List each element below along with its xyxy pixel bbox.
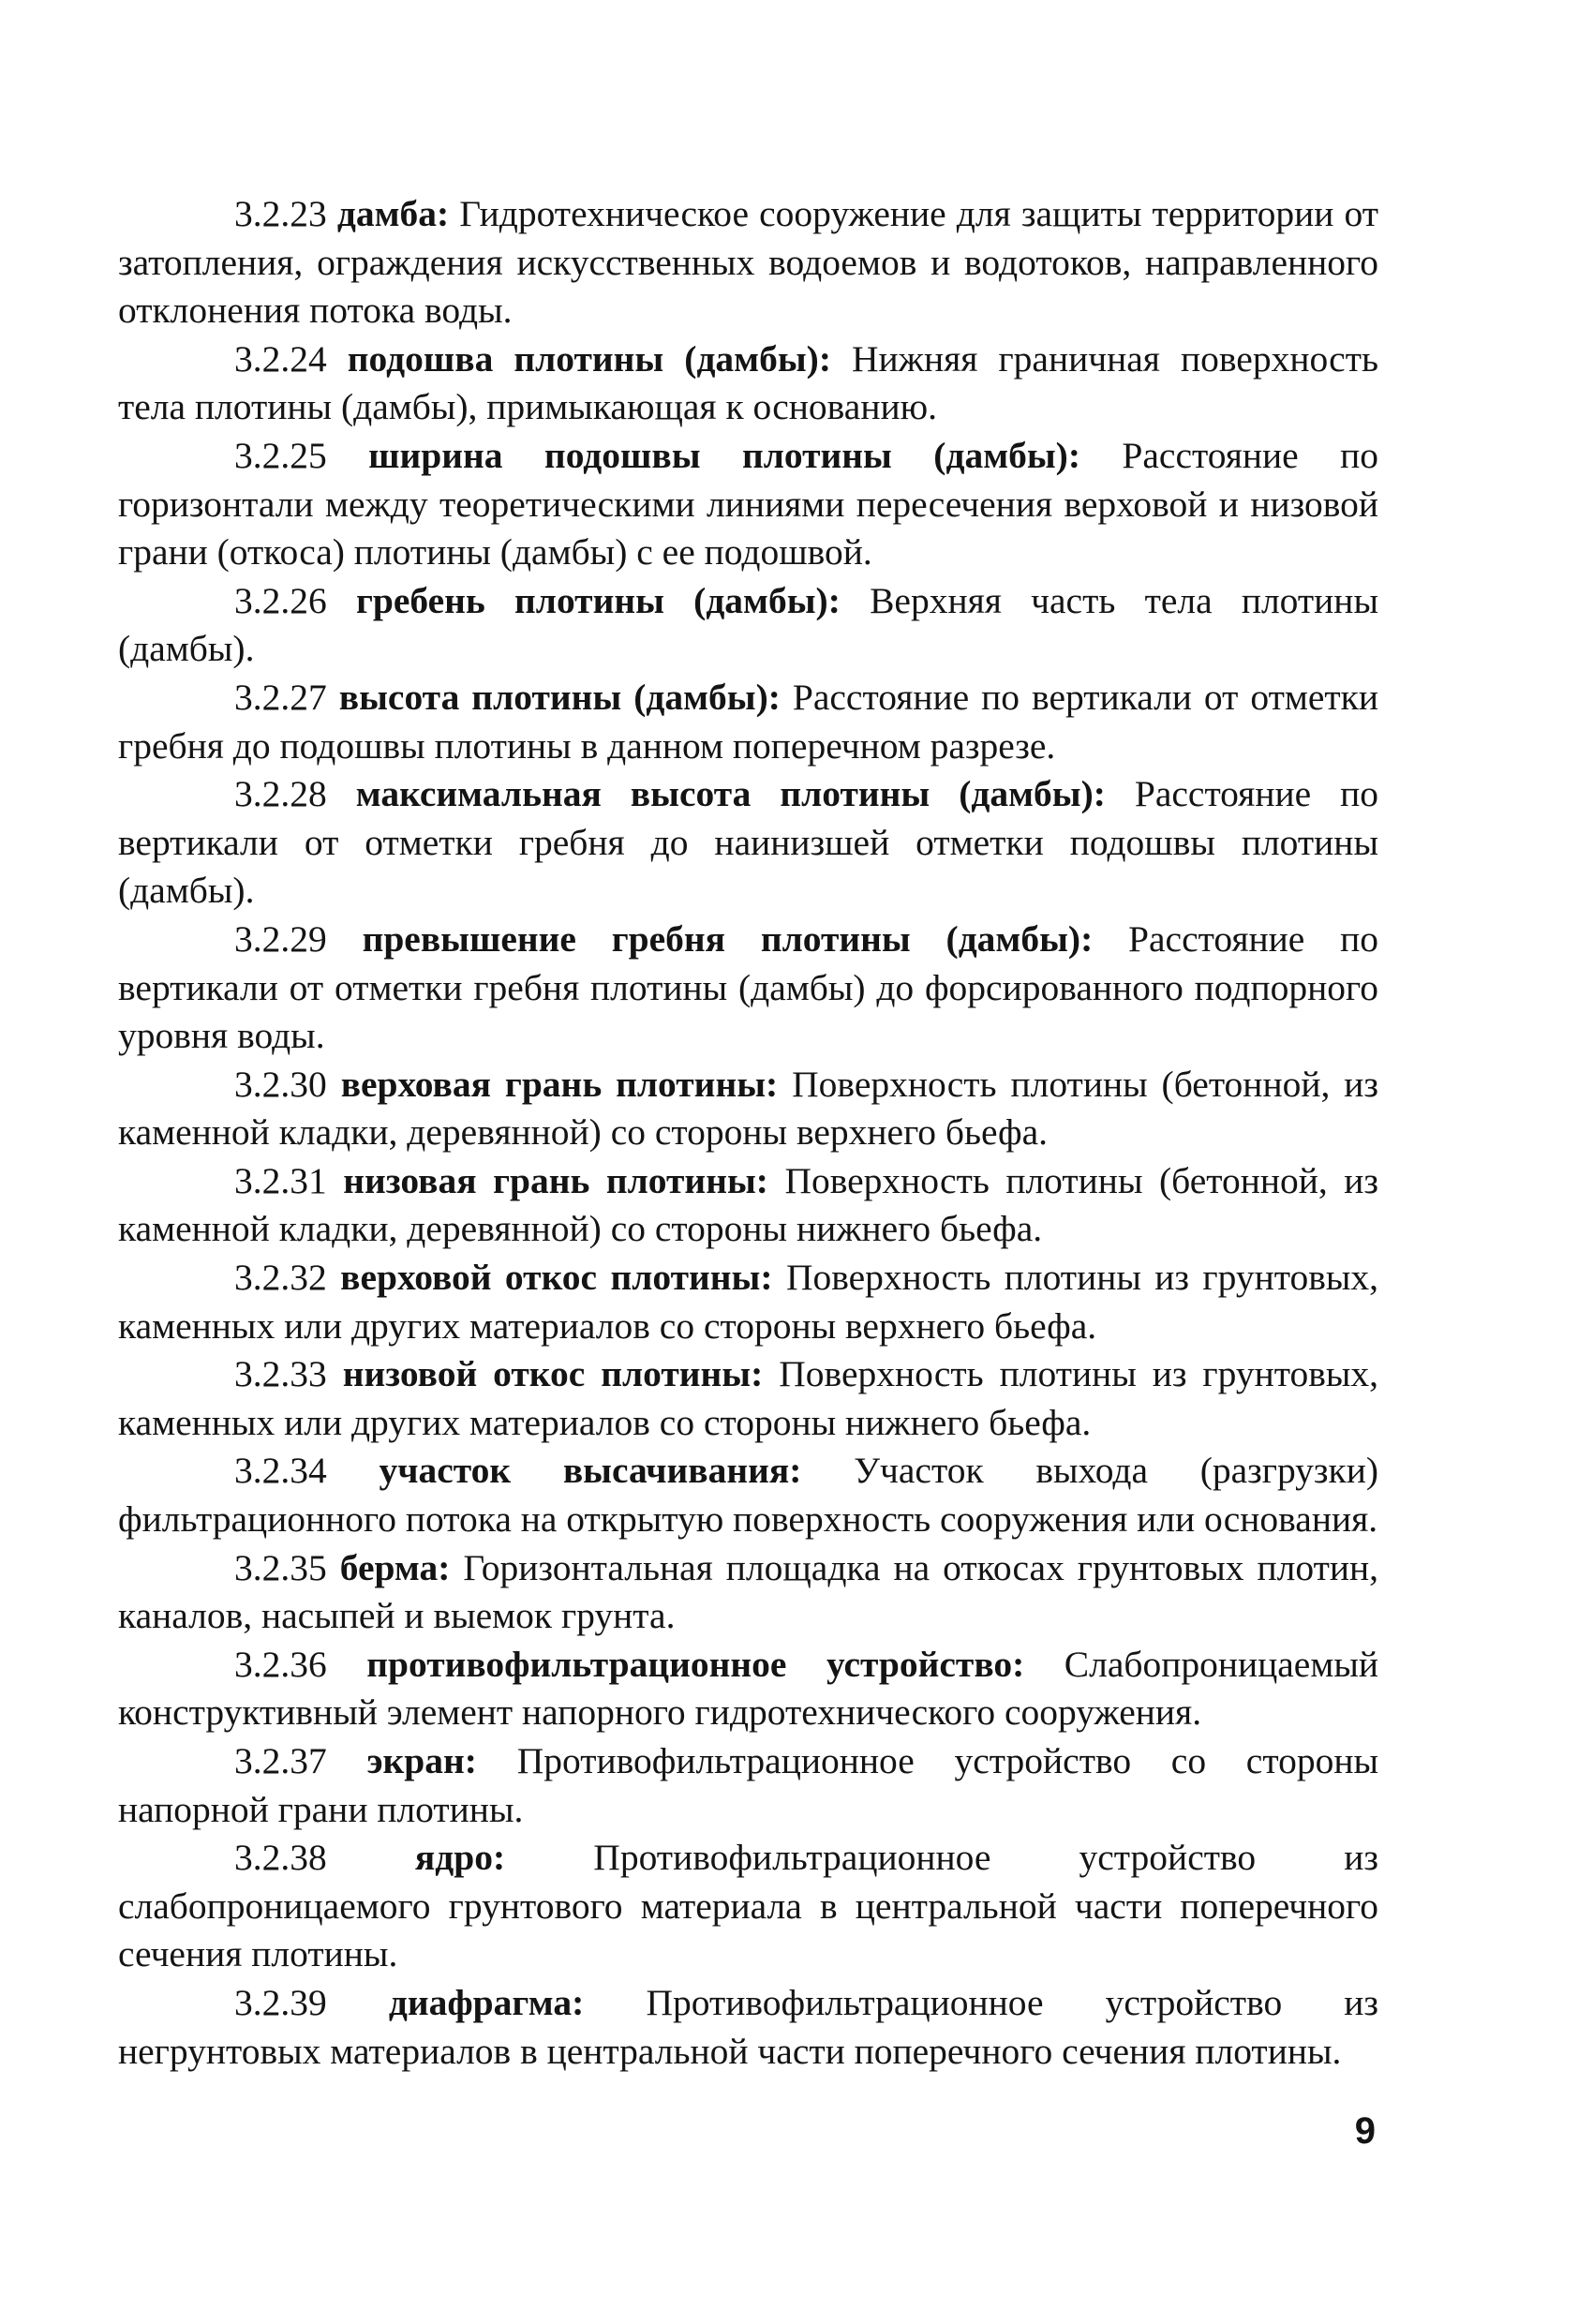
entry-number: 3.2.34 (234, 1450, 327, 1492)
entry-term: подошва плотины (дамбы): (347, 337, 831, 380)
definition-entry (118, 674, 1378, 770)
entry-term: верховая грань плотины: (340, 1063, 779, 1105)
entry-term: максимальная высота плотины (дамбы): (355, 773, 1106, 815)
entry-definition: Расстояние по вертикали от отметки гребня до наинизшей отметки подошвы плотины (дамбы). (118, 773, 1379, 912)
entry-number: 3.2.36 (234, 1643, 327, 1685)
definition-entry (118, 190, 1378, 335)
definition-entry (118, 1350, 1378, 1447)
definition-entry (118, 1737, 1378, 1834)
entry-definition: Нижняя граничная поверхность тела плотины (дамбы), примыкающая к основанию. (118, 337, 1378, 428)
entry-definition: Расстояние по вертикали от отметки гребня до подошвы плотины в данном поперечном разрезе. (118, 676, 1379, 767)
entry-term: высота плотины (дамбы): (338, 676, 781, 718)
entry-definition: Поверхность плотины из грунтовых, каменных или других материалов со стороны верхнего бьефа. (118, 1257, 1379, 1347)
entry-number: 3.2.25 (234, 434, 327, 476)
entry-number: 3.2.29 (234, 917, 327, 960)
definition-entry (118, 770, 1378, 916)
entry-term: низовая грань плотины: (343, 1159, 768, 1201)
entry-definition: Расстояние по горизонтали между теоретическими линиями пересечения верховой и низовой грани (откоса) плотины (дамбы) с ее подошвой. (118, 434, 1379, 574)
entry-number: 3.2.39 (234, 1981, 327, 2023)
entry-term: низовой откос плотины: (342, 1353, 764, 1395)
entry-term: участок высачивания: (379, 1450, 802, 1492)
entry-term: ширина подошвы плотины (дамбы): (368, 434, 1080, 476)
entry-definition: Верхняя часть тела плотины (дамбы). (118, 579, 1378, 670)
definition-entry (118, 1157, 1378, 1254)
entry-definition: Поверхность плотины из грунтовых, каменных или других материалов со стороны нижнего бьефа. (118, 1353, 1379, 1443)
entry-term: верховой откос плотины: (340, 1257, 773, 1299)
entry-number: 3.2.38 (234, 1837, 327, 1879)
definition-entry (118, 916, 1378, 1061)
entry-term: гребень плотины (дамбы): (355, 579, 841, 621)
entry-definition: Поверхность плотины (бетонной, из каменной кладки, деревянной) со стороны нижнего бьефа. (118, 1159, 1378, 1250)
entry-definition: Участок выхода (разгрузки) фильтрационного потока на открытую поверхность сооружения или основания. (118, 1450, 1379, 1541)
document-body (118, 190, 1378, 2076)
definition-entry (118, 1641, 1378, 1737)
entry-number: 3.2.33 (234, 1353, 327, 1395)
entry-number: 3.2.26 (234, 579, 327, 621)
entry-number: 3.2.30 (234, 1063, 327, 1105)
entry-number: 3.2.32 (234, 1257, 327, 1299)
entry-term: диафрагма: (388, 1981, 585, 2023)
entry-definition: Горизонтальная площадка на откосах грунтовых плотин, каналов, насыпей и выемок грунта. (118, 1546, 1379, 1637)
entry-term: берма: (339, 1546, 451, 1588)
definition-entry (118, 1544, 1378, 1641)
entry-definition: Противофильтрационное устройство из слабопроницаемого грунтового материала в центральной части поперечного сечения плотины. (118, 1837, 1379, 1975)
definition-entry (118, 1834, 1378, 1979)
entry-term: противофильтрационное устройство: (366, 1643, 1025, 1685)
entry-definition: Гидротехническое сооружение для защиты территории от затопления, ограждения искусственных водоемов и водотоков, направленного отклонения потока воды. (118, 193, 1379, 332)
entry-number: 3.2.27 (234, 676, 327, 718)
entry-number: 3.2.23 (234, 193, 327, 234)
page-number: 9 (1354, 2110, 1376, 2152)
entry-definition: Противофильтрационное устройство из негрунтовых материалов в центральной части поперечного сечения плотины. (118, 1981, 1379, 2072)
entry-term: дамба: (336, 193, 450, 234)
entry-number: 3.2.37 (234, 1740, 327, 1781)
entry-number: 3.2.24 (234, 337, 327, 380)
definition-entry (118, 335, 1378, 432)
entry-definition: Слабопроницаемый конструктивный элемент напорного гидротехнического сооружения. (118, 1643, 1378, 1734)
entry-definition: Расстояние по вертикали от отметки гребня плотины (дамбы) до форсированного подпорного уровня воды. (118, 917, 1379, 1057)
definition-entry (118, 1254, 1378, 1350)
entry-term: экран: (366, 1740, 477, 1781)
definition-entry (118, 1979, 1378, 2076)
entry-number: 3.2.28 (234, 773, 327, 815)
entry-number: 3.2.31 (234, 1159, 327, 1201)
entry-definition: Поверхность плотины (бетонной, из каменной кладки, деревянной) со стороны верхнего бьефа. (118, 1063, 1379, 1154)
entry-term: превышение гребня плотины (дамбы): (362, 917, 1094, 960)
definition-entry (118, 432, 1378, 577)
entry-term: ядро: (414, 1837, 506, 1879)
definition-entry (118, 577, 1378, 674)
entry-number: 3.2.35 (234, 1546, 327, 1588)
definition-entry (118, 1061, 1378, 1157)
entry-definition: Противофильтрационное устройство со стороны напорной грани плотины. (118, 1740, 1379, 1830)
definition-entry (118, 1447, 1378, 1543)
